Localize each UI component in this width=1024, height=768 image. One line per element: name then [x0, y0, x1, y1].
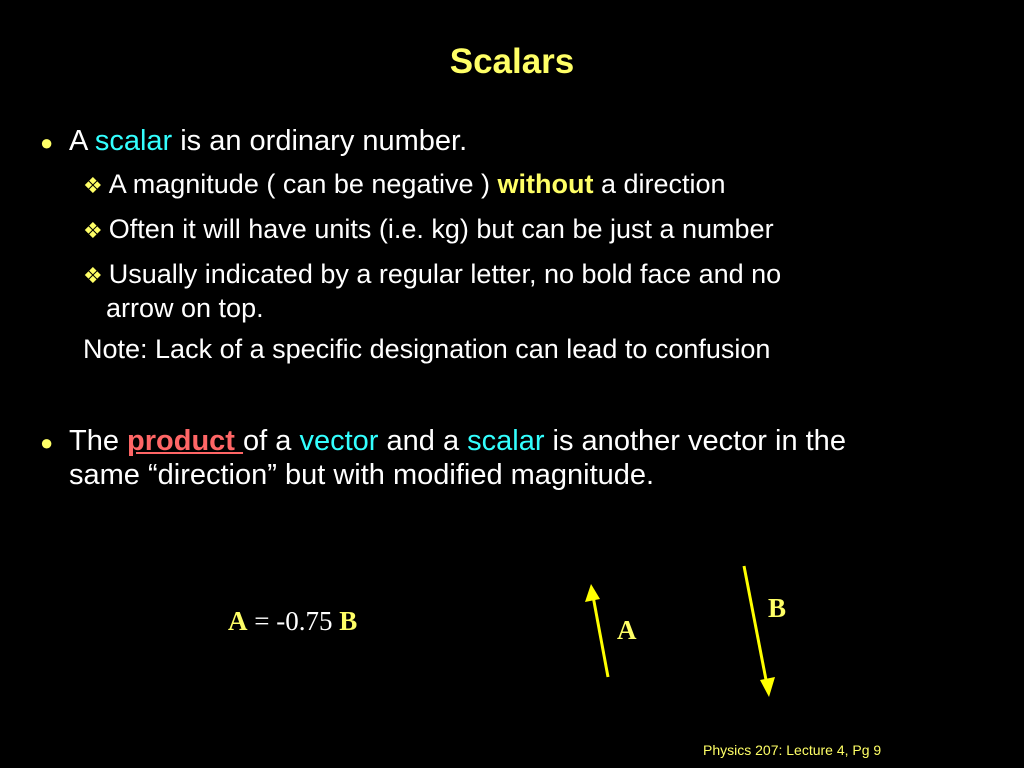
bullet-icon: ●: [40, 430, 54, 455]
eq-lhs: A: [228, 606, 248, 636]
diamond-bullet-icon: ❖: [83, 218, 103, 243]
bullet-icon: ●: [40, 130, 54, 155]
vector-b-label: B: [768, 593, 787, 623]
b1-scalar: scalar: [94, 125, 173, 157]
b2-pre: The: [69, 425, 128, 457]
sub1-bold: without: [497, 169, 594, 199]
sub2-text: Often it will have units (i.e. kg) but can be just a number: [108, 214, 774, 244]
diamond-bullet-icon: ❖: [83, 263, 103, 288]
b2-mid2: and a: [378, 425, 468, 457]
eq-mid: = -0.75: [247, 606, 340, 636]
note-text: Note: Lack of a specific designation can lead to confusion: [83, 334, 771, 364]
slide-footer: Physics 207: Lecture 4, Pg 9: [703, 742, 882, 758]
b1-pre: A: [69, 125, 95, 157]
b1-post: is an ordinary number.: [172, 125, 468, 157]
sub1-pre: A magnitude ( can be negative ): [108, 169, 498, 199]
b2-scalar: scalar: [467, 425, 545, 457]
b2-post: is another vector in the: [544, 425, 846, 457]
eq-rhs: B: [339, 606, 358, 636]
sub3-line1: Usually indicated by a regular letter, no bold face and no: [108, 259, 782, 289]
diamond-bullet-icon: ❖: [83, 173, 103, 198]
b2-product: product: [127, 425, 244, 457]
slide-title: Scalars: [449, 42, 575, 81]
sub1-post: a direction: [593, 169, 726, 199]
b2-line2: same “direction” but with modified magnitude.: [69, 459, 655, 491]
vector-a-arrow: [585, 584, 608, 677]
sub3-line2: arrow on top.: [106, 293, 264, 323]
vector-b-arrow: [744, 566, 775, 697]
b2-mid1: of a: [243, 425, 300, 457]
vector-a-label: A: [617, 615, 637, 645]
b2-vector: vector: [299, 425, 379, 457]
